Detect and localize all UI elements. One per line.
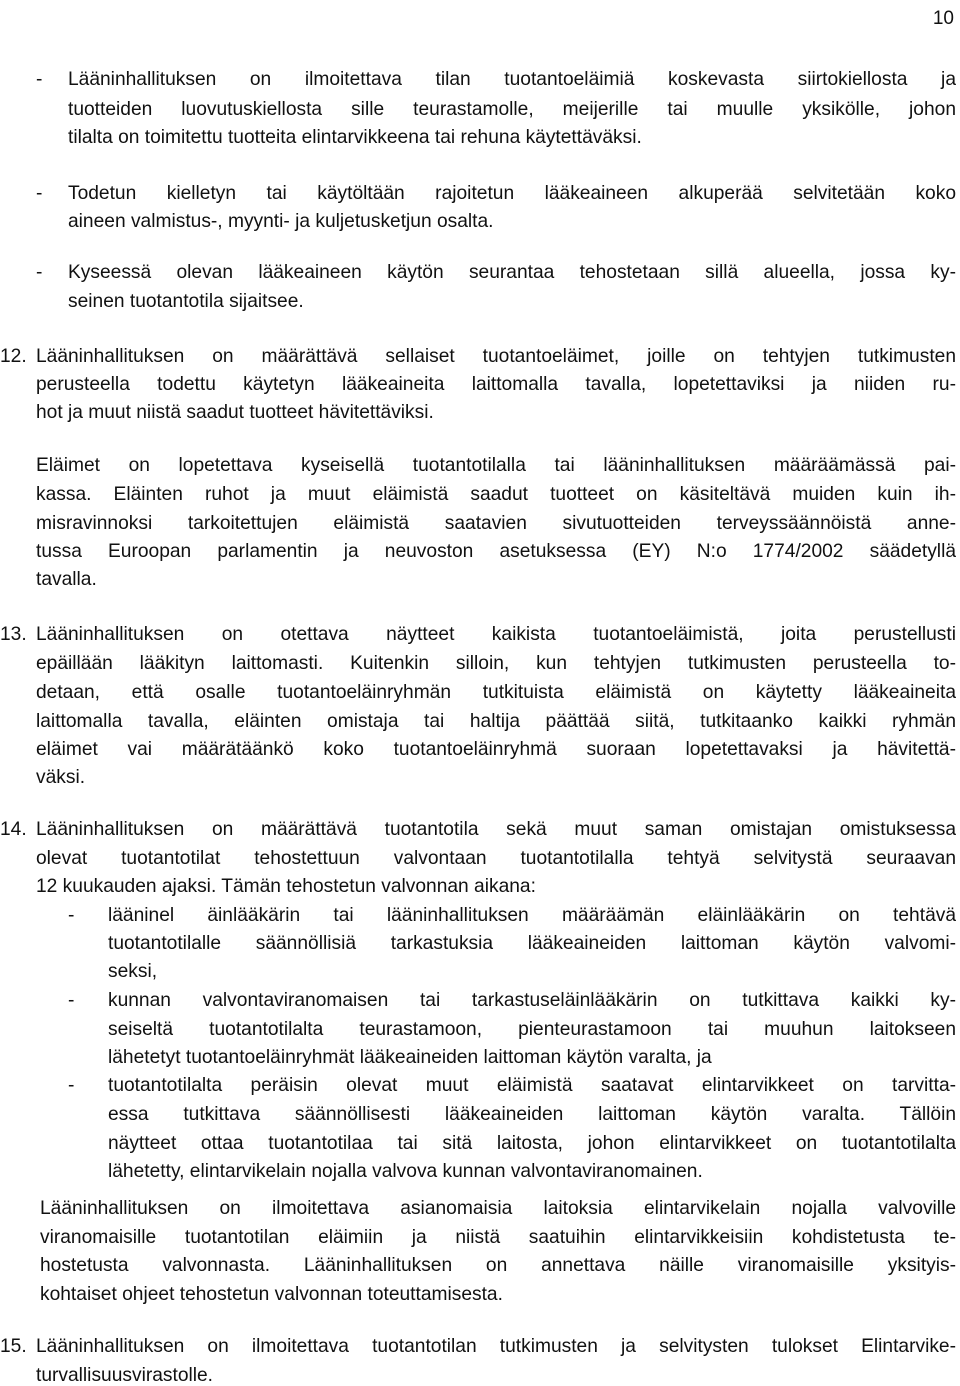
text-line: väksi. xyxy=(36,767,86,788)
text-line: lähetetty, elintarvikelain nojalla valvova kunnan valvontaviranomainen. xyxy=(108,1161,703,1182)
item-number: 13. xyxy=(0,624,27,645)
text-line: kassa. Eläinten ruhot ja muut eläimistä saadut tuotteet on käsiteltävä muiden kuin ih- xyxy=(36,485,956,505)
bullet-dash: - xyxy=(36,262,43,283)
text-line: Lääninhallituksen on ilmoitettava asianomaisia laitoksia elintarvikelain nojalla valvoville xyxy=(40,1199,956,1219)
text-line: tuotantotilalta peräisin olevat muut eläimistä saatavat elintarvikkeet on tarvitta- xyxy=(108,1076,956,1096)
bullet-dash: - xyxy=(68,990,75,1011)
text-line: laittomalla tavalla, eläinten omistaja tai haltija päättää siitä, tutkitaanko kaikki ryhmän xyxy=(36,712,956,732)
bullet-dash: - xyxy=(36,183,43,204)
text-line: hot ja muut niistä saadut tuotteet hävitettäviksi. xyxy=(36,402,434,423)
text-line: eläimet vai määrätäänkö koko tuotantoeläinryhmä suoraan lopetettavaksi ja hävitettä- xyxy=(36,740,956,760)
text-line: tussa Euroopan parlamentin ja neuvoston asetuksessa (EY) N:o 1774/2002 säädetyllä xyxy=(36,542,956,562)
text-line: detaan, että osalle tuotantoeläinryhmän tutkituista eläimistä on käytetty lääkeaineita xyxy=(36,683,956,703)
text-line: kohtaiset ohjeet tehostetun valvonnan toteuttamisesta. xyxy=(40,1284,503,1305)
text-line: lääninel äinlääkärin tai lääninhallituksen määräämän eläinlääkärin on tehtävä xyxy=(108,906,956,926)
text-line: tuotteiden luovutuskiellosta sille teurastamolle, meijerille tai muulle yksikölle, johon xyxy=(68,100,956,120)
text-line: essa tutkittava säännöllisesti lääkeaineiden laittoman käytön varalta. Tällöin xyxy=(108,1105,956,1125)
text-line: viranomaisille tuotantotilan eläimiin ja niistä saatuihin elintarvikkeisiin kohdistetusta te- xyxy=(40,1228,956,1248)
bullet-dash: - xyxy=(36,69,43,90)
item-number: 14. xyxy=(0,819,27,840)
text-line: seksi, xyxy=(108,961,158,982)
text-line: seinen tuotantotila sijaitsee. xyxy=(68,291,304,312)
text-line: tavalla. xyxy=(36,569,97,590)
text-line: epäillään lääkityn laittomasti. Kuitenkin silloin, kun tehtyjen tutkimusten perusteella to- xyxy=(36,654,956,674)
text-line: Lääninhallituksen on määrättävä sellaiset tuotantoeläimet, joille on tehtyjen tutkimusten xyxy=(36,347,956,367)
text-line: misravinnoksi tarkoitettujen eläimistä saatavien sivutuotteiden terveyssäännöistä anne- xyxy=(36,514,956,534)
text-line: tilalta on toimitettu tuotteita elintarvikkeena tai rehuna käytettäväksi. xyxy=(68,127,642,148)
text-line: Lääninhallituksen on otettava näytteet kaikista tuotantoeläimistä, joita perustellusti xyxy=(36,625,956,645)
page-number: 10 xyxy=(932,8,954,29)
text-line: kunnan valvontaviranomaisen tai tarkastuseläinlääkärin on tutkittava kaikki ky- xyxy=(108,991,956,1011)
text-line: Lääninhallituksen on ilmoitettava tilan tuotantoeläimiä koskevasta siirtokiellosta ja xyxy=(68,70,956,90)
item-number: 12. xyxy=(0,346,27,367)
text-line: olevat tuotantotilat tehostettuun valvontaan tuotantotilalla tehtyä selvitystä seuraavan xyxy=(36,849,956,869)
text-line: Eläimet on lopetettava kyseisellä tuotantotilalla tai lääninhallituksen määräämässä pai- xyxy=(36,456,956,476)
text-line: Kyseessä olevan lääkeaineen käytön seurantaa tehostetaan sillä alueella, jossa ky- xyxy=(68,263,956,283)
text-line: Lääninhallituksen on ilmoitettava tuotantotilan tutkimusten ja selvitysten tulokset Elintarvike- xyxy=(36,1337,956,1357)
text-line: Todetun kielletyn tai käytöltään rajoitetun lääkeaineen alkuperää selvitetään koko xyxy=(68,184,956,204)
text-line: seiseltä tuotantotilalta teurastamoon, pienteurastamoon tai muuhun laitokseen xyxy=(108,1020,956,1040)
item-number: 15. xyxy=(0,1336,27,1357)
bullet-dash: - xyxy=(68,1075,75,1096)
text-line: tuotantotilalle säännöllisiä tarkastuksia lääkeaineiden laittoman käytön valvomi- xyxy=(108,934,956,954)
text-line: turvallisuusvirastolle. xyxy=(36,1365,214,1386)
text-line: Lääninhallituksen on määrättävä tuotantotila sekä muut saman omistajan omistuksessa xyxy=(36,820,956,840)
text-line: 12 kuukauden ajaksi. Tämän tehostetun valvonnan aikana: xyxy=(36,876,536,897)
bullet-dash: - xyxy=(68,905,75,926)
text-line: perusteella todettu käytetyn lääkeaineita laittomalla tavalla, lopetettaviksi ja niiden ru- xyxy=(36,375,956,395)
text-line: näytteet ottaa tuotantotilaa tai sitä laitosta, johon elintarvikkeet on tuotantotilalta xyxy=(108,1134,956,1154)
text-line: lähetetyt tuotantoeläinryhmät lääkeaineiden laittoman käytön varalta, ja xyxy=(108,1047,712,1068)
text-line: aineen valmistus-, myynti- ja kuljetusketjun osalta. xyxy=(68,211,494,232)
text-line: hostetusta valvonnasta. Lääninhallituksen on annettava näille viranomaisille yksityis- xyxy=(40,1256,956,1276)
